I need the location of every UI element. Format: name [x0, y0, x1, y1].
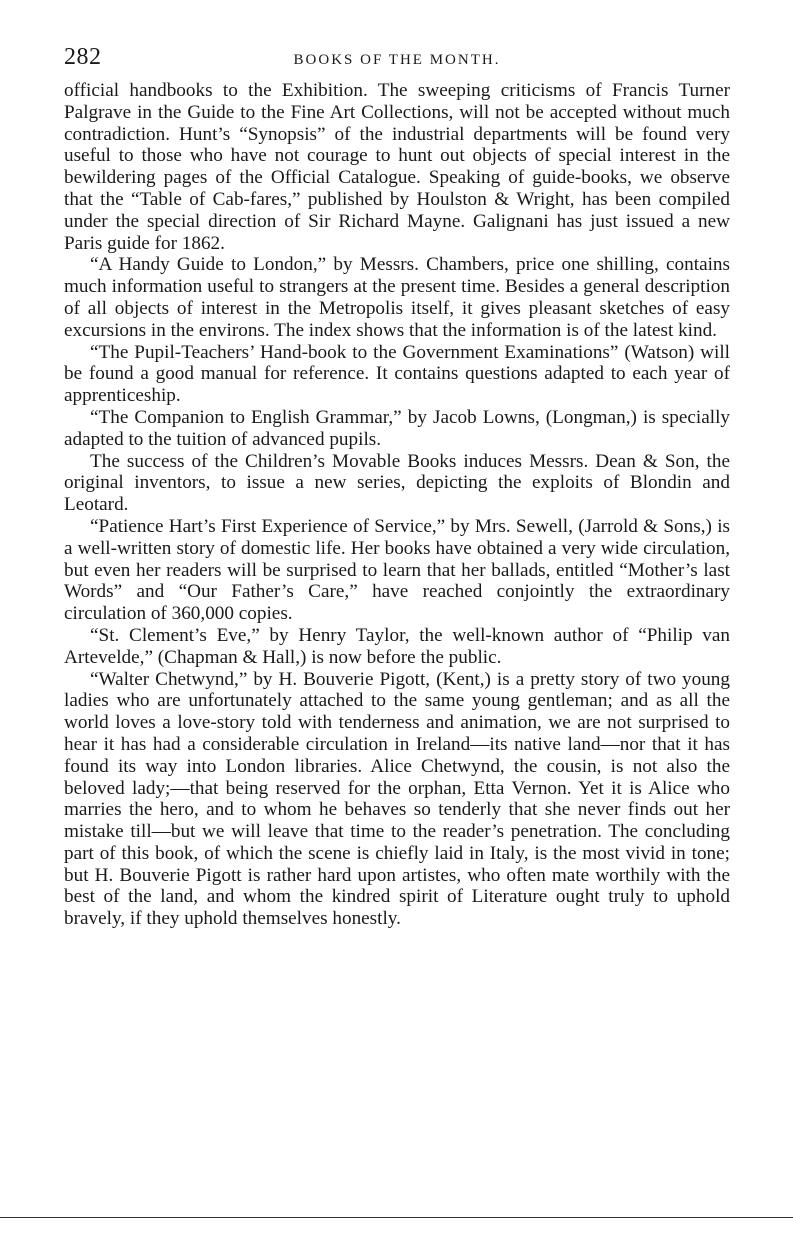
page-header	[64, 44, 730, 80]
paragraph-handy-guide-london: “A Handy Guide to London,” by Messrs. Chambers, price one shilling, contains much information useful to strangers at the present time. Besides a general description of all objects of interest in the Metropolis itself, it gives pleasant sketches of easy excursions in the environs. The index shows that the information is of the latest kind.	[64, 254, 730, 341]
page	[64, 44, 730, 930]
bottom-rule	[0, 1217, 793, 1218]
page-number: 282	[64, 44, 102, 70]
paragraph-pupil-teachers-handbook: “The Pupil-Teachers’ Hand-book to the Government Examinations” (Watson) will be found a good manual for reference. It contains questions adapted to each year of apprenticeship.	[64, 341, 730, 407]
paragraph-st-clements-eve: “St. Clement’s Eve,” by Henry Taylor, the well-known author of “Philip van Artevelde,” (Chapman & Hall,) is now before the public.	[64, 624, 730, 668]
paragraph-movable-books: The success of the Children’s Movable Books induces Messrs. Dean & Son, the original inventors, to issue a new series, depicting the exploits of Blondin and Leotard.	[64, 450, 730, 516]
paragraph-exhibition-handbooks: official handbooks to the Exhibition. The sweeping criticisms of Francis Turner Palgrave in the Guide to the Fine Art Collections, will not be accepted without much contradiction. Hunt’s “Synopsis” of the industrial departments will be found very useful to those who have not courage to hunt out objects of special interest in the bewildering pages of the Official Catalogue. Speaking of guide-books, we observe that the “Table of Cab-fares,” published by Houlston & Wright, has been compiled under the special direction of Sir Richard Mayne. Galignani has just issued a new Paris guide for 1862.	[64, 80, 730, 254]
paragraph-patience-hart: “Patience Hart’s First Experience of Service,” by Mrs. Sewell, (Jarrold & Sons,) is a well-written story of domestic life. Her books have obtained a very wide circulation, but even her readers will be surprised to learn that her ballads, entitled “Mother’s last Words” and “Our Father’s Care,” have reached conjointly the extraordinary circulation of 360,000 copies.	[64, 515, 730, 625]
paragraph-companion-grammar: “The Companion to English Grammar,” by Jacob Lowns, (Longman,) is specially adapted to the tuition of advanced pupils.	[64, 406, 730, 450]
paragraph-walter-chetwynd: “Walter Chetwynd,” by H. Bouverie Pigott, (Kent,) is a pretty story of two young ladies who are unfortunately attached to the same young gentleman; and as all the world loves a love-story told with tenderness and animation, we are not surprised to hear it has had a considerable circulation in Ireland—its native land—nor that it has found its way into London libraries. Alice Chetwynd, the cousin, is not also the beloved lady;—that being reserved for the orphan, Etta Vernon. Yet it is Alice who marries the hero, and to whom he behaves so tenderly that she never finds out her mistake till—but we will leave that time to the reader’s penetration. The concluding part of this book, of which the scene is chiefly laid in Italy, is the most vivid in tone; but H. Bouverie Pigott is rather hard upon artistes, who often mate worthily with the best of the land, and whom the kindred spirit of Literature ought truly to uphold bravely, if they uphold themselves honestly.	[64, 668, 730, 930]
running-title: BOOKS OF THE MONTH.	[293, 52, 501, 68]
article-body	[64, 80, 730, 930]
